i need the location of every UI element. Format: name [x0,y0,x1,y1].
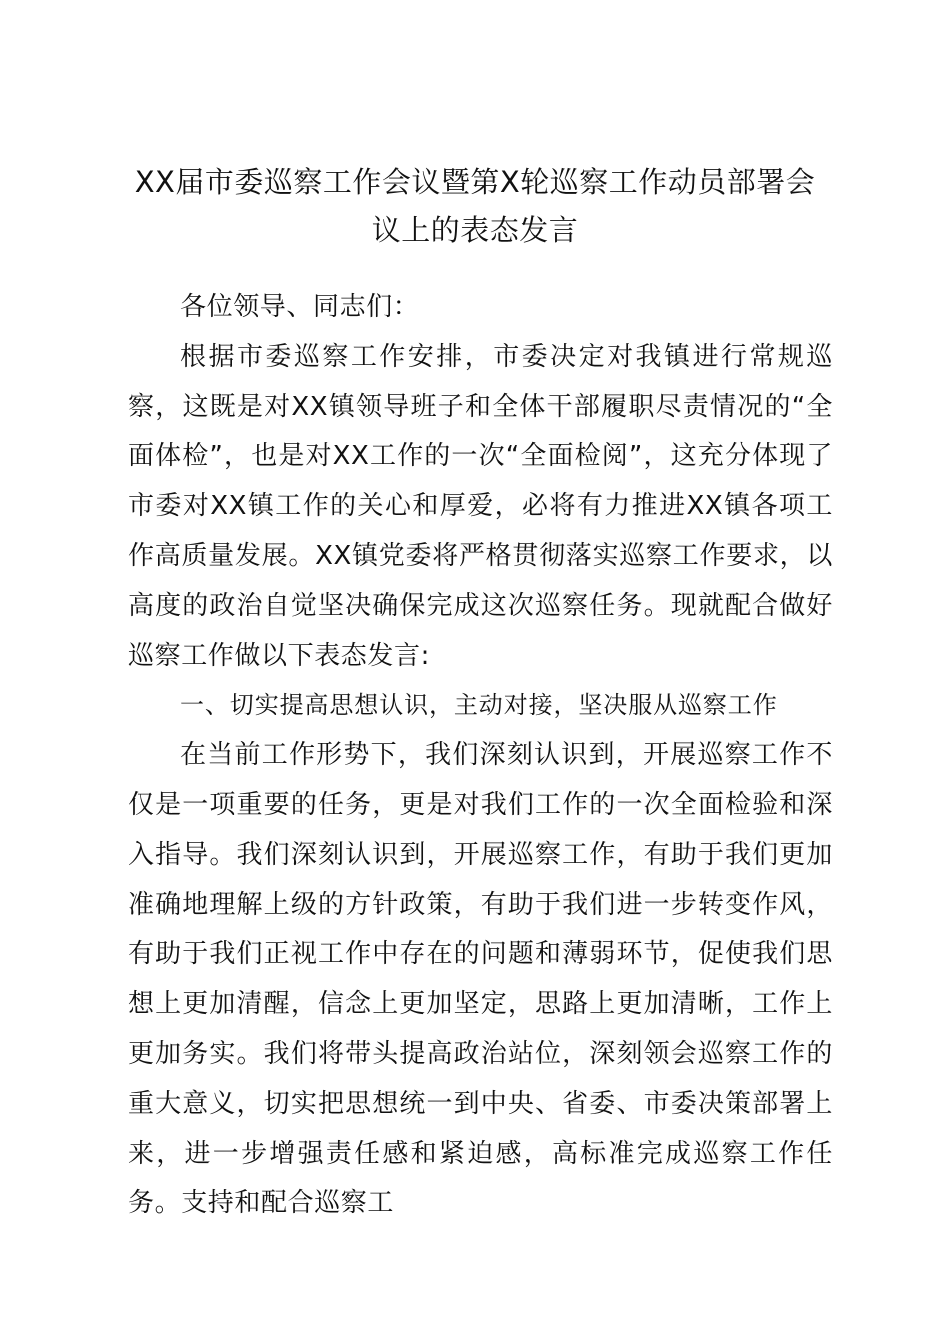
paragraph-section-1: 在当前工作形势下，我们深刻认识到，开展巡察工作不仅是一项重要的任务，更是对我们工作的一次全面检验和深入指导。我们深刻认识到，开展巡察工作，有助于我们更加准确地理解上级的方针政策，有助于我们进一步转变作风，有助于我们正视工作中存在的问题和薄弱环节，促使我们思想上更加清醒，信念上更加坚定，思路上更加清晰，工作上更加务实。我们将带头提高政治站位，深刻领会巡察工作的重大意义，切实把思想统一到中央、省委、市委决策部署上来，进一步增强责任感和紧迫感，高标准完成巡察工作任务。支持和配合巡察工 [128,740,833,1219]
document-body [128,283,833,1229]
title-line-1: XX届市委巡察工作会议暨第X轮巡察工作动员部署会 [134,165,816,199]
title-line-2: 议上的表态发言 [371,213,579,247]
paragraph-intro: 根据市委巡察工作安排，市委决定对我镇进行常规巡察，这既是对XX镇领导班子和全体干部履职尽责情况的“全面体检”，也是对XX工作的一次“全面检阅”，这充分体现了市委对XX镇工作的关心和厚爱，必将有力推进XX镇各项工作高质量发展。XX镇党委将严格贯彻落实巡察工作要求，以高度的政治自觉坚决确保完成这次巡察任务。现就配合做好巡察工作做以下表态发言: [128,341,833,671]
document-title [120,158,830,254]
section-heading-1: 一、切实提高思想认识，主动对接，坚决服从巡察工作 [180,691,778,720]
salutation: 各位领导、同志们： [180,292,420,322]
